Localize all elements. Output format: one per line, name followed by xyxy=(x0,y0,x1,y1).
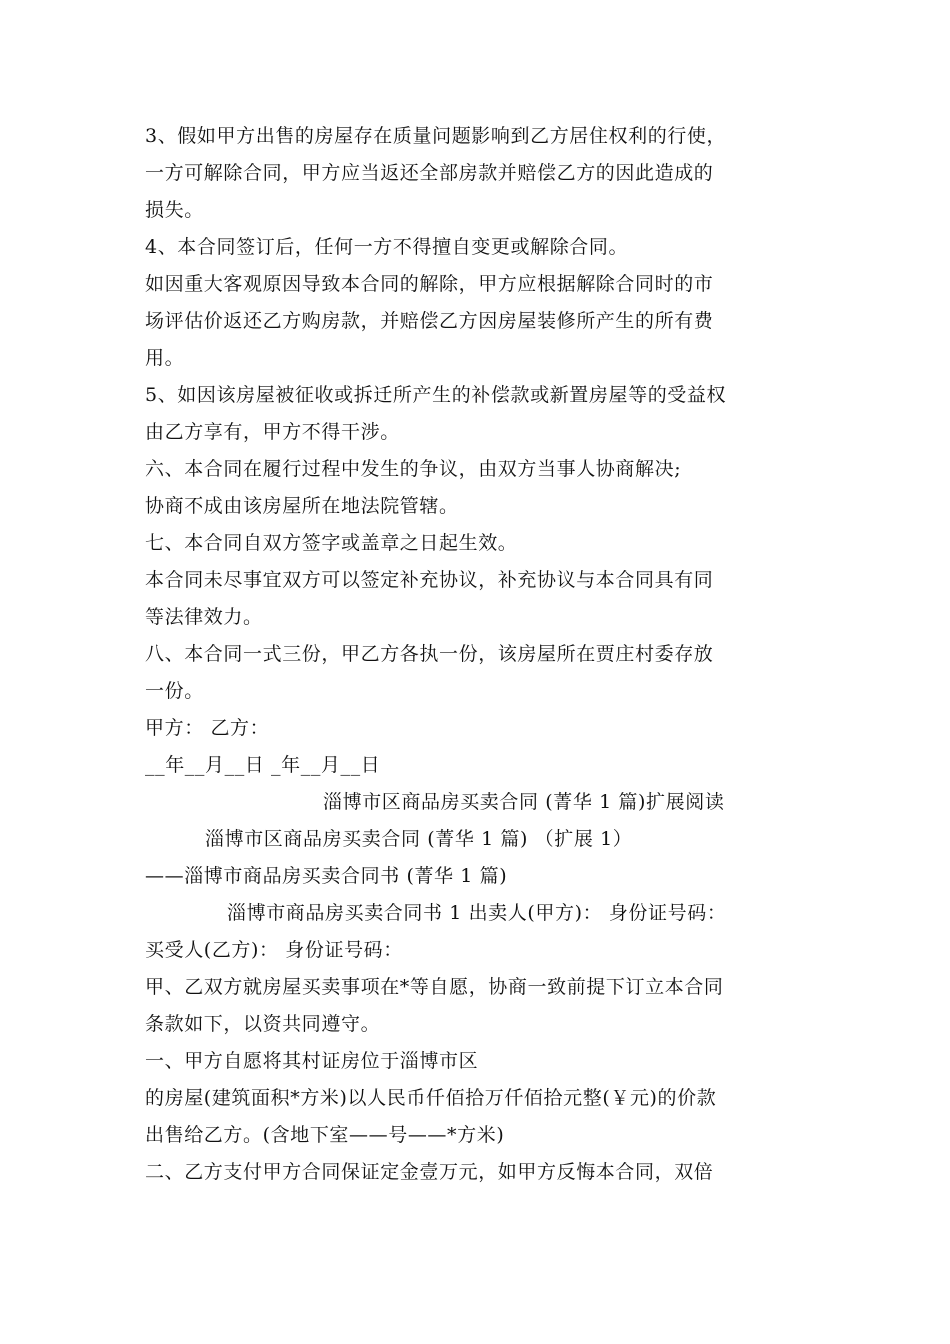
text-line: 3、假如甲方出售的房屋存在质量问题影响到乙方居住权利的行使， xyxy=(145,125,727,147)
text-line: 一方可解除合同，甲方应当返还全部房款并赔偿乙方的因此造成的 xyxy=(145,162,714,184)
text-line: 场评估价返还乙方购房款，并赔偿乙方因房屋装修所产生的所有费 xyxy=(145,310,714,332)
text-line: 协商不成由该房屋所在地法院管辖。 xyxy=(145,495,459,517)
extended-reading-heading: 淄博市区商品房买卖合同 (菁华 1 篇)扩展阅读 xyxy=(323,791,725,813)
extended-reading-subheading: 淄博市区商品房买卖合同 (菁华 1 篇) （扩展 1） xyxy=(205,828,633,850)
text-line: 一份。 xyxy=(145,680,204,702)
section-title: ——淄博市商品房买卖合同书 (菁华 1 篇) xyxy=(145,865,508,887)
text-line: 买受人(乙方)： 身份证号码： xyxy=(145,939,403,961)
text-line: 条款如下，以资共同遵守。 xyxy=(145,1013,381,1035)
text-line: 七、本合同自双方签字或盖章之日起生效。 xyxy=(145,532,518,554)
text-line: 损失。 xyxy=(145,199,204,221)
text-line: 由乙方享有，甲方不得干涉。 xyxy=(145,421,400,443)
text-line: 如因重大客观原因导致本合同的解除，甲方应根据解除合同时的市 xyxy=(145,273,714,295)
signature-dates: __年__月__日 _年__月__日 xyxy=(145,754,381,776)
text-line: 六、本合同在履行过程中发生的争议，由双方当事人协商解决; xyxy=(145,458,682,480)
text-line: 二、乙方支付甲方合同保证定金壹万元，如甲方反悔本合同，双倍 xyxy=(145,1161,714,1183)
contract-title-line: 淄博市商品房买卖合同书 1 出卖人(甲方)： 身份证号码： xyxy=(227,902,727,924)
text-line: 的房屋(建筑面积*方米)以人民币仟佰拾万仟佰拾元整(￥元)的价款 xyxy=(145,1087,717,1109)
text-line: 甲、乙双方就房屋买卖事项在*等自愿，协商一致前提下订立本合同 xyxy=(145,976,724,998)
text-line: 用。 xyxy=(145,347,185,369)
text-line: 本合同未尽事宜双方可以签定补充协议，补充协议与本合同具有同 xyxy=(145,569,714,591)
text-line: 5、如因该房屋被征收或拆迁所产生的补偿款或新置房屋等的受益权 xyxy=(145,384,727,406)
text-line: 4、本合同签订后，任何一方不得擅自变更或解除合同。 xyxy=(145,236,629,258)
contract-text xyxy=(145,118,815,1191)
text-line: 八、本合同一式三份，甲乙方各执一份，该房屋所在贾庄村委存放 xyxy=(145,643,714,665)
text-line: 一、甲方自愿将其村证房位于淄博市区 xyxy=(145,1050,479,1072)
text-line: 出售给乙方。(含地下室——号——*方米) xyxy=(145,1124,505,1146)
text-line: 等法律效力。 xyxy=(145,606,263,628)
signature-parties: 甲方： 乙方： xyxy=(145,717,270,739)
